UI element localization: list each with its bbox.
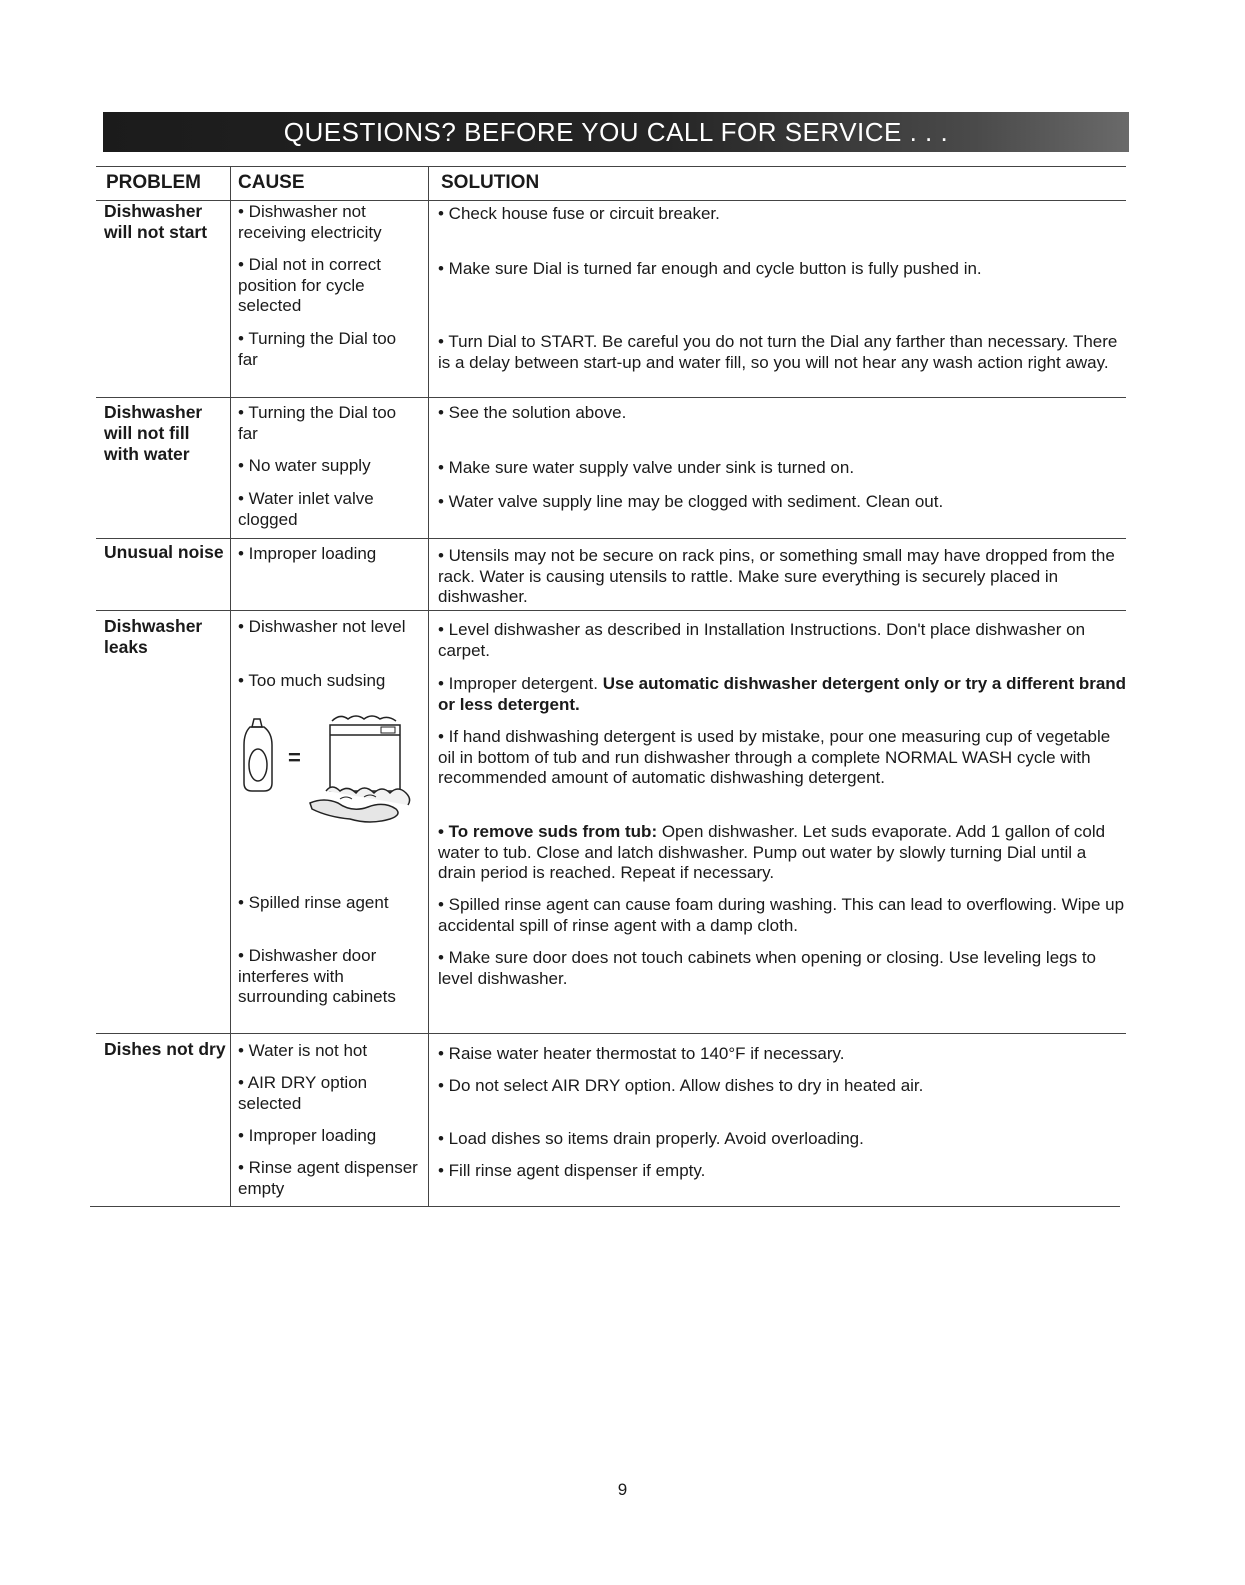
- rule-header: [96, 200, 1126, 201]
- solution-emphasis: Use automatic dishwasher detergent only or try a different brand or less detergent.: [438, 674, 1127, 714]
- solution-text: • Load dishes so items drain properly. Avoid overloading.: [438, 1129, 864, 1148]
- dishwasher-suds-icon: [310, 716, 410, 822]
- cause-text: • Turning the Dial too far: [238, 329, 397, 369]
- solution-text: [438, 674, 1128, 715]
- solution-text: • If hand dishwashing detergent is used by mistake, pour one measuring cup of vegetable oil in bottom of tub and run dishwasher through a complete NORMAL WASH cycle with recommended amount of automatic dishwashing detergent.: [438, 727, 1111, 787]
- rule-section-1: [96, 397, 1126, 398]
- solution-text: • Water valve supply line may be clogged with sediment. Clean out.: [438, 492, 944, 511]
- problem-leaks: Dishwasher leaks: [104, 616, 203, 657]
- solution-prefix: • Improper detergent.: [438, 674, 603, 693]
- rule-section-2: [96, 538, 1126, 539]
- page-banner: [103, 112, 1129, 152]
- cause-text: • Water inlet valve clogged: [238, 489, 374, 529]
- solution-text: • Level dishwasher as described in Installation Instructions. Don't place dishwasher on carpet.: [438, 620, 1086, 660]
- cause-text: • Rinse agent dispenser empty: [238, 1158, 418, 1198]
- cause-text: • AIR DRY option selected: [238, 1073, 368, 1113]
- solution-text: • Do not select AIR DRY option. Allow dishes to dry in heated air.: [438, 1076, 924, 1095]
- solution-text: [438, 822, 1128, 884]
- cause-text: • Spilled rinse agent: [238, 893, 389, 912]
- cause-text: • Too much sudsing: [238, 671, 386, 690]
- problem-will-not-start: Dishwasher will not start: [104, 201, 208, 242]
- problem-unusual-noise: Unusual noise: [104, 542, 224, 562]
- sudsing-illustration: [240, 713, 420, 833]
- cause-text: • Dial not in correct position for cycle selected: [238, 255, 381, 315]
- cause-text: • Improper loading: [238, 544, 377, 563]
- problem-will-not-fill: Dishwasher will not fill with water: [104, 402, 203, 464]
- solution-text: • See the solution above.: [438, 403, 627, 422]
- cause-text: • Dishwasher door interferes with surrounding cabinets: [238, 946, 396, 1006]
- column-divider-2: [428, 166, 429, 1206]
- solution-emphasis: • To remove suds from tub:: [438, 822, 658, 841]
- cause-text: • No water supply: [238, 456, 371, 475]
- rule-section-4: [96, 1033, 1126, 1034]
- banner-title: QUESTIONS? BEFORE YOU CALL FOR SERVICE . . .: [283, 116, 949, 147]
- page-number: 9: [617, 1480, 628, 1499]
- solution-text: • Spilled rinse agent can cause foam during washing. This can lead to overflowing. Wipe up accidental spill of rinse agent with a damp cloth.: [438, 895, 1125, 935]
- column-divider-1: [230, 166, 231, 1206]
- solution-text: • Check house fuse or circuit breaker.: [438, 204, 720, 223]
- cause-text: • Water is not hot: [238, 1041, 368, 1060]
- header-solution: SOLUTION: [441, 172, 540, 193]
- solution-text: • Make sure Dial is turned far enough and cycle button is fully pushed in.: [438, 259, 982, 278]
- cause-text: • Improper loading: [238, 1126, 377, 1145]
- rule-top: [96, 166, 1126, 167]
- solution-text: • Make sure door does not touch cabinets when opening or closing. Use leveling legs to level dishwasher.: [438, 948, 1097, 988]
- solution-text: • Turn Dial to START. Be careful you do not turn the Dial any farther than necessary. There is a delay between start-up and water fill, so you will not hear any wash action right away.: [438, 332, 1118, 372]
- solution-continuation: Open dishwasher. Let suds evaporate. Add 1 gallon of cold water to tub. Close and latch dishwasher. Pump out water by slowly turning Dial until a drain period is reached. Repeat if necessary.: [438, 822, 1106, 882]
- cause-text: • Turning the Dial too far: [238, 403, 397, 443]
- rule-section-3: [96, 610, 1126, 611]
- detergent-bottle-icon: [244, 719, 272, 791]
- sudsing-illustration-graphic: [240, 713, 420, 833]
- cause-text: • Dishwasher not receiving electricity: [238, 202, 382, 242]
- solution-text: • Raise water heater thermostat to 140°F if necessary.: [438, 1044, 845, 1063]
- header-cause: CAUSE: [238, 172, 305, 193]
- solution-text: • Utensils may not be secure on rack pins, or something small may have dropped from the rack. Water is causing utensils to rattle. Make sure everything is securely placed in dishwasher.: [438, 546, 1115, 606]
- rule-bottom: [90, 1206, 1120, 1207]
- header-problem: PROBLEM: [106, 172, 201, 193]
- cause-text: • Dishwasher not level: [238, 617, 406, 636]
- solution-text: • Fill rinse agent dispenser if empty.: [438, 1161, 706, 1180]
- solution-text: • Make sure water supply valve under sink is turned on.: [438, 458, 855, 477]
- problem-not-dry: Dishes not dry: [104, 1039, 226, 1059]
- equals-sign: =: [288, 745, 301, 770]
